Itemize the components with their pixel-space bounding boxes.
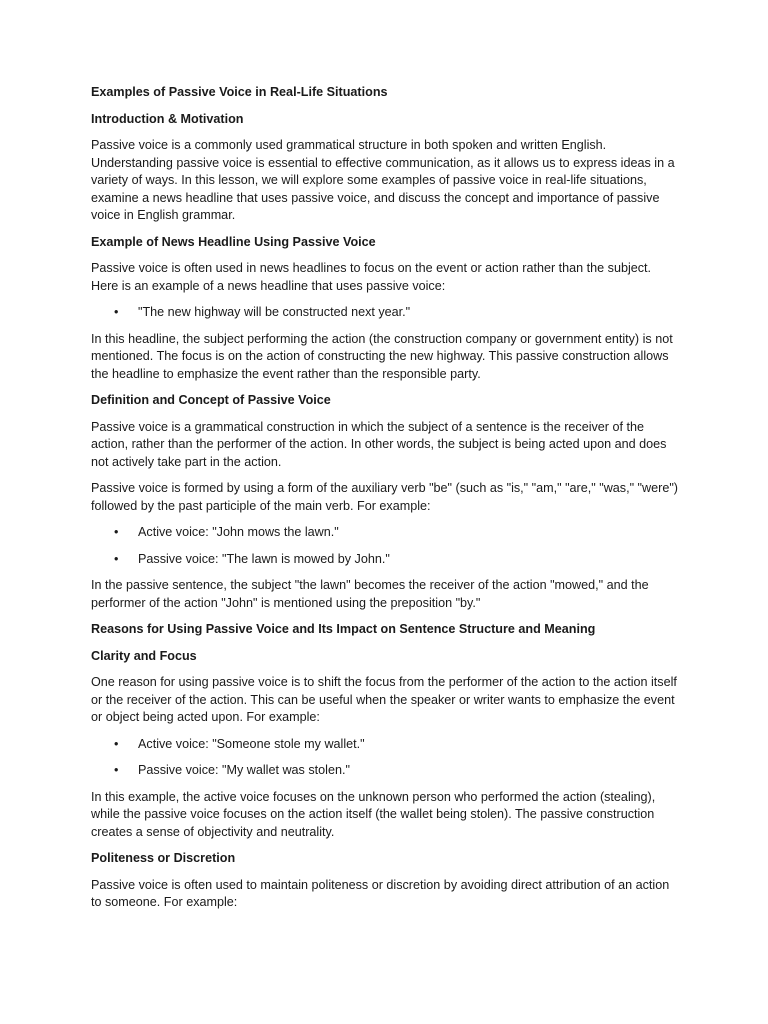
politeness-heading: Politeness or Discretion xyxy=(91,851,236,865)
list-item: • Passive voice: "My wallet was stolen." xyxy=(91,762,681,780)
list-item: • "The new highway will be constructed next year." xyxy=(91,304,681,322)
politeness-paragraph: Passive voice is often used to maintain politeness or discretion by avoiding direct attribution of an action to someone. For example: xyxy=(91,877,670,909)
definition-heading: Definition and Concept of Passive Voice xyxy=(91,393,331,407)
intro-paragraph: Passive voice is a commonly used grammatical structure in both spoken and written English. Understanding passive voice is essential to effective communication, as it allows us to express ideas in a variety of ways. In this lesson, we will explore some examples of passive voice in real-life situations, examine a news headline that uses passive voice, and discuss the concept and importance of passive voice in English grammar. xyxy=(91,138,675,222)
clarity-paragraph-2: In this example, the active voice focuses on the unknown person who performed the action (stealing), while the passive voice focuses on the action itself (the wallet being stolen). The passive construction creates a sense of objectivity and neutrality. xyxy=(91,789,656,839)
list-item: • Active voice: "Someone stole my wallet." xyxy=(91,736,681,754)
list-item: • Active voice: "John mows the lawn." xyxy=(91,524,681,542)
document-page xyxy=(91,84,681,921)
clarity-bullet-list xyxy=(91,736,681,780)
news-paragraph-2: In this headline, the subject performing the action (the construction company or government entity) is not mentioned. The focus is on the action of constructing the new highway. This passive construction allows the headline to emphasize the event rather than the responsible party. xyxy=(91,331,673,381)
news-heading: Example of News Headline Using Passive Voice xyxy=(91,234,376,249)
news-bullet-list xyxy=(91,304,681,322)
definition-bullet-list xyxy=(91,524,681,568)
definition-paragraph-3: In the passive sentence, the subject "the lawn" becomes the receiver of the action "mowed," and the performer of the action "John" is mentioned using the preposition "by." xyxy=(91,578,649,610)
list-item: • Passive voice: "The lawn is mowed by John." xyxy=(91,551,681,569)
news-paragraph: Passive voice is often used in news headlines to focus on the event or action rather than the subject. Here is an example of a news headline that uses passive voice: xyxy=(91,261,652,293)
document-title: Examples of Passive Voice in Real-Life Situations xyxy=(91,85,388,99)
reasons-heading: Reasons for Using Passive Voice and Its Impact on Sentence Structure and Meaning xyxy=(91,622,596,636)
clarity-heading: Clarity and Focus xyxy=(91,648,197,663)
intro-heading: Introduction & Motivation xyxy=(91,111,244,126)
definition-paragraph-2: Passive voice is formed by using a form of the auxiliary verb "be" (such as "is," "am," "are," "was," "were") followed by the past participle of the main verb. For example: xyxy=(91,481,678,513)
clarity-paragraph: One reason for using passive voice is to shift the focus from the performer of the action to the action itself or the receiver of the action. This can be useful when the speaker or writer wants to emphasize the event or object being acted upon. For example: xyxy=(91,675,677,724)
definition-paragraph-1: Passive voice is a grammatical construction in which the subject of a sentence is the receiver of the action, rather than the performer of the action. In other words, the subject is being acted upon and does not actively take part in the action. xyxy=(91,419,667,469)
